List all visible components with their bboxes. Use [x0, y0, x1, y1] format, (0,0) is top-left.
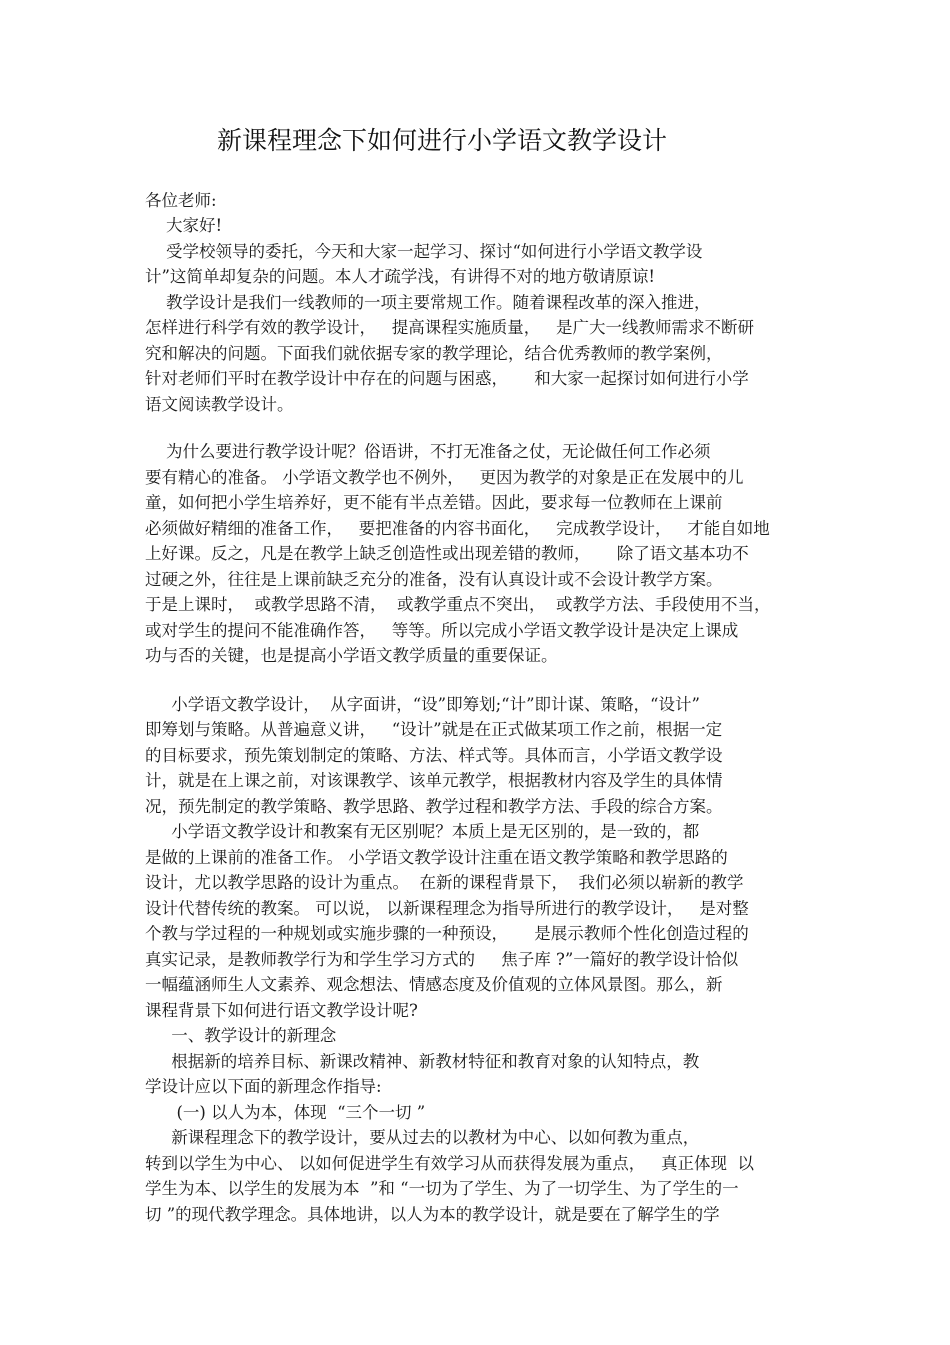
text-line: 计，就是在上课之前，对该课教学、该单元教学，根据教材内容及学生的具体情	[145, 771, 723, 790]
text-line: 个教与学过程的一种规划或实施步骤的一种预设， 是展示教师个性化创造过程的	[145, 924, 749, 943]
text-line: 新课程理念下的教学设计，要从过去的以教材为中心、以如何教为重点，	[145, 1128, 700, 1147]
document-title: 新课程理念下如何进行小学语文教学设计	[216, 126, 667, 155]
text-line: 为什么要进行教学设计呢？俗语讲，不打无准备之仗，无论做任何工作必须	[145, 442, 711, 461]
text-line: 根据新的培养目标、新课改精神、新教材特征和教育对象的认知特点，教	[145, 1052, 700, 1071]
text-line: 于是上课时， 或教学思路不清， 或教学重点不突出， 或教学方法、手段使用不当，	[145, 595, 771, 614]
text-line: 真实记录，是教师教学行为和学生学习方式的 焦子库 ?”一篇好的教学设计恰似	[145, 950, 739, 969]
text-line: 计”这简单却复杂的问题。本人才疏学浅，有讲得不对的地方敬请原谅!	[145, 267, 656, 286]
text-line: 大家好!	[145, 216, 223, 235]
text-line: 的目标要求，预先策划制定的策略、方法、样式等。具体而言，小学语文教学设	[145, 746, 723, 765]
text-line: 是做的上课前的准备工作。 小学语文教学设计注重在语文教学策略和教学思路的	[145, 848, 728, 867]
text-line: 受学校领导的委托，今天和大家一起学习、探讨“如何进行小学语文教学设	[145, 242, 703, 261]
text-line: 必须做好精细的准备工作， 要把准备的内容书面化， 完成教学设计， 才能自如地	[145, 519, 770, 538]
text-line: 各位老师:	[145, 191, 217, 210]
text-line: 要有精心的准备。 小学语文教学也不例外， 更因为教学的对象是正在发展中的儿	[145, 468, 744, 487]
section-heading: 一、教学设计的新理念	[145, 1026, 337, 1045]
text-line: 怎样进行科学有效的教学设计， 提高课程实施质量， 是广大一线教师需求不断研	[145, 318, 754, 337]
text-line: 课程背景下如何进行语文教学设计呢?	[145, 1001, 418, 1020]
text-line: 过硬之外，往往是上课前缺乏充分的准备，没有认真设计或不会设计教学方案。	[145, 570, 723, 589]
text-line: 学设计应以下面的新理念作指导:	[145, 1077, 382, 1096]
text-line: 教学设计是我们一线教师的一项主要常规工作。随着课程改革的深入推进，	[145, 293, 711, 312]
text-line: 切 ”的现代教学理念。具体地讲，以人为本的教学设计，就是要在了解学生的学	[145, 1205, 720, 1224]
text-line: 上好课。反之，凡是在教学上缺乏创造性或出现差错的教师， 除了语文基本功不	[145, 544, 749, 563]
text-line: 小学语文教学设计和教案有无区别呢？本质上是无区别的，是一致的，都	[145, 822, 700, 841]
text-line: 针对老师们平时在教学设计中存在的问题与困惑， 和大家一起探讨如何进行小学	[145, 369, 749, 388]
text-line: 设计代替传统的教案。 可以说， 以新课程理念为指导所进行的教学设计， 是对整	[145, 899, 749, 918]
text-line: 语文阅读教学设计。	[145, 395, 294, 414]
text-line: 一幅蕴涵师生人文素养、观念想法、情感态度及价值观的立体风景图。那么，新	[145, 975, 723, 994]
text-line: 学生为本、以学生的发展为本 ”和 “一切为了学生、为了一切学生、为了学生的一	[145, 1179, 739, 1198]
subsection-heading: (一) 以人为本，体现 “三个一切 ”	[145, 1103, 426, 1122]
text-line: 究和解决的问题。下面我们就依据专家的教学理论，结合优秀教师的教学案例，	[145, 344, 723, 363]
text-line: 即筹划与策略。从普遍意义讲， “设计”就是在正式做某项工作之前，根据一定	[145, 720, 723, 739]
text-line: 况，预先制定的教学策略、教学思路、教学过程和教学方法、手段的综合方案。	[145, 797, 723, 816]
text-line: 设计，尤以教学思路的设计为重点。 在新的课程背景下， 我们必须以崭新的教学	[145, 873, 744, 892]
text-line: 功与否的关键，也是提高小学语文教学质量的重要保证。	[145, 646, 558, 665]
text-line: 小学语文教学设计， 从字面讲，“设”即筹划;“计”即计谋、策略，“设计”	[145, 695, 700, 714]
text-line: 或对学生的提问不能准确作答， 等等。所以完成小学语文教学设计是决定上课成	[145, 621, 739, 640]
text-line: 童，如何把小学生培养好，更不能有半点差错。因此，要求每一位教师在上课前	[145, 493, 723, 512]
text-line: 转到以学生为中心、 以如何促进学生有效学习从而获得发展为重点， 真正体现 以	[145, 1154, 754, 1173]
